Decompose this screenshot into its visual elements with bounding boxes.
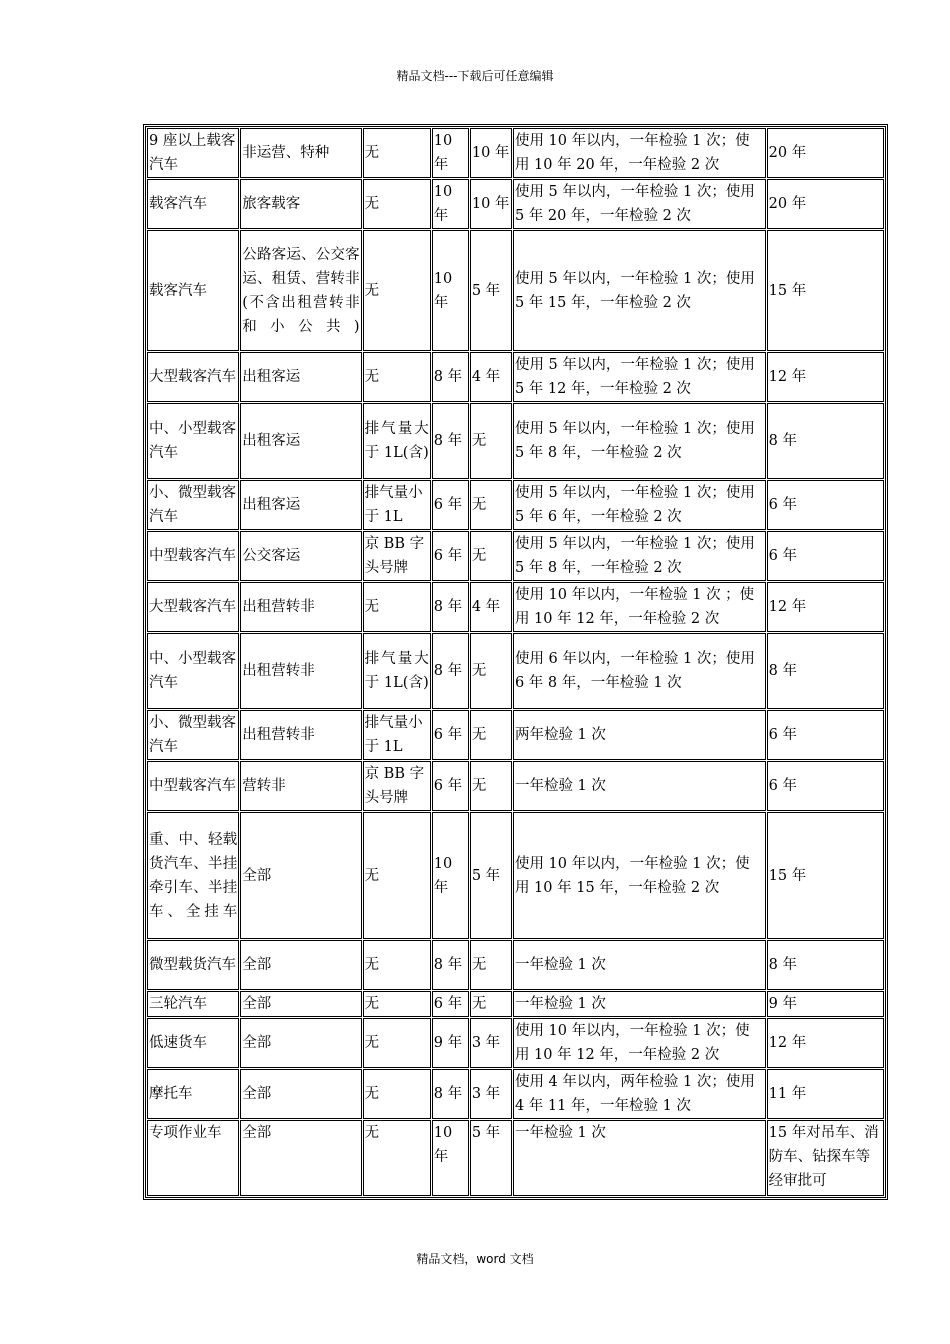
inspection-free-years-cell: 6 年 bbox=[432, 761, 469, 811]
vehicle-type-cell: 大型载客汽车 bbox=[147, 352, 239, 402]
scrap-years-cell: 15 年 bbox=[767, 812, 884, 939]
scrap-years-cell: 8 年 bbox=[767, 940, 884, 990]
annual-check-years-cell: 无 bbox=[470, 940, 512, 990]
inspection-rule-cell: 使用 5 年以内，一年检验 1 次；使用 5 年 8 年，一年检验 2 次 bbox=[513, 531, 766, 581]
inspection-rule-cell: 使用 6 年以内，一年检验 1 次；使用 6 年 8 年，一年检验 1 次 bbox=[513, 633, 766, 709]
vehicle-type-cell: 载客汽车 bbox=[147, 230, 239, 351]
scrap-years-cell: 11 年 bbox=[767, 1069, 884, 1119]
table-row bbox=[147, 179, 884, 229]
annual-check-years-cell: 无 bbox=[470, 710, 512, 760]
inspection-rule-cell: 使用 10 年以内，一年检验 1 次；使用 10 年 12 年，一年检验 2 次 bbox=[513, 1018, 766, 1068]
annual-check-years-cell: 4 年 bbox=[470, 582, 512, 632]
displacement-condition-cell: 无 bbox=[363, 1069, 431, 1119]
displacement-condition-cell: 无 bbox=[363, 179, 431, 229]
usage-nature-cell: 全部 bbox=[240, 1018, 361, 1068]
inspection-free-years-cell: 8 年 bbox=[432, 1069, 469, 1119]
inspection-rule-cell: 使用 5 年以内，一年检验 1 次；使用 5 年 8 年，一年检验 2 次 bbox=[513, 403, 766, 479]
usage-nature-cell: 出租营转非 bbox=[240, 710, 361, 760]
vehicle-type-cell: 三轮汽车 bbox=[147, 991, 239, 1017]
usage-nature-cell: 营转非 bbox=[240, 761, 361, 811]
annual-check-years-cell: 无 bbox=[470, 991, 512, 1017]
displacement-condition-cell: 无 bbox=[363, 352, 431, 402]
displacement-condition-cell: 无 bbox=[363, 991, 431, 1017]
displacement-condition-cell: 无 bbox=[363, 128, 431, 178]
inspection-rule-cell: 使用 5 年以内，一年检验 1 次；使用 5 年 6 年，一年检验 2 次 bbox=[513, 480, 766, 530]
displacement-condition-cell: 无 bbox=[363, 1018, 431, 1068]
usage-nature-cell: 全部 bbox=[240, 991, 361, 1017]
annual-check-years-cell: 4 年 bbox=[470, 352, 512, 402]
vehicle-type-cell: 低速货车 bbox=[147, 1018, 239, 1068]
usage-nature-cell: 非运营、特种 bbox=[240, 128, 361, 178]
inspection-free-years-cell: 9 年 bbox=[432, 1018, 469, 1068]
vehicle-type-cell: 中型载客汽车 bbox=[147, 531, 239, 581]
annual-check-years-cell: 无 bbox=[470, 403, 512, 479]
vehicle-type-cell: 中型载客汽车 bbox=[147, 761, 239, 811]
table-row bbox=[147, 403, 884, 479]
displacement-condition-cell: 无 bbox=[363, 812, 431, 939]
inspection-free-years-cell: 10 年 bbox=[432, 230, 469, 351]
inspection-free-years-cell: 10 年 bbox=[432, 812, 469, 939]
scrap-years-cell: 9 年 bbox=[767, 991, 884, 1017]
table-row bbox=[147, 352, 884, 402]
vehicle-type-cell: 小、微型载客汽车 bbox=[147, 710, 239, 760]
table-row bbox=[147, 582, 884, 632]
table-row bbox=[147, 812, 884, 939]
annual-check-years-cell: 3 年 bbox=[470, 1069, 512, 1119]
inspection-rule-cell: 两年检验 1 次 bbox=[513, 710, 766, 760]
usage-nature-cell: 全部 bbox=[240, 1120, 361, 1196]
inspection-rule-cell: 一年检验 1 次 bbox=[513, 761, 766, 811]
inspection-rule-cell: 使用 5 年以内，一年检验 1 次；使用 5 年 12 年，一年检验 2 次 bbox=[513, 352, 766, 402]
inspection-free-years-cell: 10 年 bbox=[432, 1120, 469, 1196]
usage-nature-cell: 全部 bbox=[240, 812, 361, 939]
inspection-free-years-cell: 10 年 bbox=[432, 179, 469, 229]
inspection-free-years-cell: 8 年 bbox=[432, 633, 469, 709]
displacement-condition-cell: 排气量小于 1L bbox=[363, 710, 431, 760]
table-row bbox=[147, 1120, 884, 1196]
annual-check-years-cell: 无 bbox=[470, 531, 512, 581]
table-row bbox=[147, 991, 884, 1017]
displacement-condition-cell: 无 bbox=[363, 230, 431, 351]
scrap-years-cell: 20 年 bbox=[767, 128, 884, 178]
scrap-years-cell: 15 年 bbox=[767, 230, 884, 351]
inspection-rule-cell: 使用 10 年以内，一年检验 1 次；使用 10 年 20 年，一年检验 2 次 bbox=[513, 128, 766, 178]
vehicle-type-cell: 重、中、轻载货汽车、半挂牵引车、半挂车、全挂车 bbox=[147, 812, 239, 939]
annual-check-years-cell: 10 年 bbox=[470, 179, 512, 229]
scrap-years-cell: 12 年 bbox=[767, 582, 884, 632]
inspection-rule-cell: 使用 5 年以内，一年检验 1 次；使用 5 年 15 年，一年检验 2 次 bbox=[513, 230, 766, 351]
table-row bbox=[147, 531, 884, 581]
table-row bbox=[147, 230, 884, 351]
scrap-years-cell: 8 年 bbox=[767, 403, 884, 479]
displacement-condition-cell: 京 BB 字头号牌 bbox=[363, 531, 431, 581]
annual-check-years-cell: 3 年 bbox=[470, 1018, 512, 1068]
scrap-years-cell: 12 年 bbox=[767, 1018, 884, 1068]
scrap-years-cell: 20 年 bbox=[767, 179, 884, 229]
scrap-years-cell: 6 年 bbox=[767, 761, 884, 811]
page-header: 精品文档---下载后可任意编辑 bbox=[396, 69, 554, 83]
annual-check-years-cell: 5 年 bbox=[470, 812, 512, 939]
page-footer: 精品文档，word 文档 bbox=[416, 1252, 534, 1266]
scrap-years-cell: 8 年 bbox=[767, 633, 884, 709]
scrap-years-cell: 6 年 bbox=[767, 531, 884, 581]
annual-check-years-cell: 5 年 bbox=[470, 230, 512, 351]
usage-nature-cell: 公路客运、公交客运、租赁、营转非(不含出租营转非和小公共) bbox=[240, 230, 361, 351]
displacement-condition-cell: 京 BB 字头号牌 bbox=[363, 761, 431, 811]
table-row bbox=[147, 1069, 884, 1119]
vehicle-type-cell: 中、小型载客汽车 bbox=[147, 633, 239, 709]
inspection-free-years-cell: 10 年 bbox=[432, 128, 469, 178]
displacement-condition-cell: 排气量大于 1L(含) bbox=[363, 633, 431, 709]
annual-check-years-cell: 无 bbox=[470, 480, 512, 530]
inspection-free-years-cell: 6 年 bbox=[432, 991, 469, 1017]
usage-nature-cell: 全部 bbox=[240, 1069, 361, 1119]
inspection-rule-cell: 一年检验 1 次 bbox=[513, 940, 766, 990]
usage-nature-cell: 出租营转非 bbox=[240, 582, 361, 632]
inspection-free-years-cell: 6 年 bbox=[432, 531, 469, 581]
inspection-rule-cell: 一年检验 1 次 bbox=[513, 1120, 766, 1196]
table-row bbox=[147, 710, 884, 760]
table-row bbox=[147, 761, 884, 811]
scrap-years-cell: 15 年对吊车、消防车、钻探车等经审批可 bbox=[767, 1120, 884, 1196]
table-row bbox=[147, 940, 884, 990]
displacement-condition-cell: 无 bbox=[363, 582, 431, 632]
scrap-years-cell: 6 年 bbox=[767, 480, 884, 530]
inspection-rule-cell: 一年检验 1 次 bbox=[513, 991, 766, 1017]
usage-nature-cell: 全部 bbox=[240, 940, 361, 990]
vehicle-type-cell: 微型载货汽车 bbox=[147, 940, 239, 990]
inspection-rule-cell: 使用 4 年以内，两年检验 1 次；使用 4 年 11 年，一年检验 1 次 bbox=[513, 1069, 766, 1119]
annual-check-years-cell: 无 bbox=[470, 761, 512, 811]
displacement-condition-cell: 排气量大于 1L(含) bbox=[363, 403, 431, 479]
inspection-free-years-cell: 6 年 bbox=[432, 710, 469, 760]
annual-check-years-cell: 10 年 bbox=[470, 128, 512, 178]
inspection-free-years-cell: 8 年 bbox=[432, 582, 469, 632]
inspection-rule-cell: 使用 10 年以内，一年检验 1 次 ；使用 10 年 12 年，一年检验 2 次 bbox=[513, 582, 766, 632]
table-row bbox=[147, 480, 884, 530]
usage-nature-cell: 出租客运 bbox=[240, 403, 361, 479]
inspection-free-years-cell: 8 年 bbox=[432, 940, 469, 990]
inspection-free-years-cell: 8 年 bbox=[432, 403, 469, 479]
usage-nature-cell: 旅客载客 bbox=[240, 179, 361, 229]
vehicle-type-cell: 9 座以上载客汽车 bbox=[147, 128, 239, 178]
annual-check-years-cell: 5 年 bbox=[470, 1120, 512, 1196]
scrap-years-cell: 6 年 bbox=[767, 710, 884, 760]
usage-nature-cell: 公交客运 bbox=[240, 531, 361, 581]
inspection-free-years-cell: 6 年 bbox=[432, 480, 469, 530]
displacement-condition-cell: 排气量小于 1L bbox=[363, 480, 431, 530]
vehicle-inspection-table bbox=[143, 124, 888, 1200]
table-row bbox=[147, 1018, 884, 1068]
table-row bbox=[147, 128, 884, 178]
vehicle-type-cell: 大型载客汽车 bbox=[147, 582, 239, 632]
usage-nature-cell: 出租客运 bbox=[240, 480, 361, 530]
vehicle-type-cell: 专项作业车 bbox=[147, 1120, 239, 1196]
displacement-condition-cell: 无 bbox=[363, 940, 431, 990]
vehicle-type-cell: 中、小型载客汽车 bbox=[147, 403, 239, 479]
table-row bbox=[147, 633, 884, 709]
displacement-condition-cell: 无 bbox=[363, 1120, 431, 1196]
inspection-free-years-cell: 8 年 bbox=[432, 352, 469, 402]
usage-nature-cell: 出租客运 bbox=[240, 352, 361, 402]
scrap-years-cell: 12 年 bbox=[767, 352, 884, 402]
vehicle-type-cell: 载客汽车 bbox=[147, 179, 239, 229]
inspection-rule-cell: 使用 10 年以内，一年检验 1 次；使用 10 年 15 年，一年检验 2 次 bbox=[513, 812, 766, 939]
vehicle-type-cell: 摩托车 bbox=[147, 1069, 239, 1119]
annual-check-years-cell: 无 bbox=[470, 633, 512, 709]
vehicle-type-cell: 小、微型载客汽车 bbox=[147, 480, 239, 530]
usage-nature-cell: 出租营转非 bbox=[240, 633, 361, 709]
inspection-rule-cell: 使用 5 年以内，一年检验 1 次；使用 5 年 20 年，一年检验 2 次 bbox=[513, 179, 766, 229]
